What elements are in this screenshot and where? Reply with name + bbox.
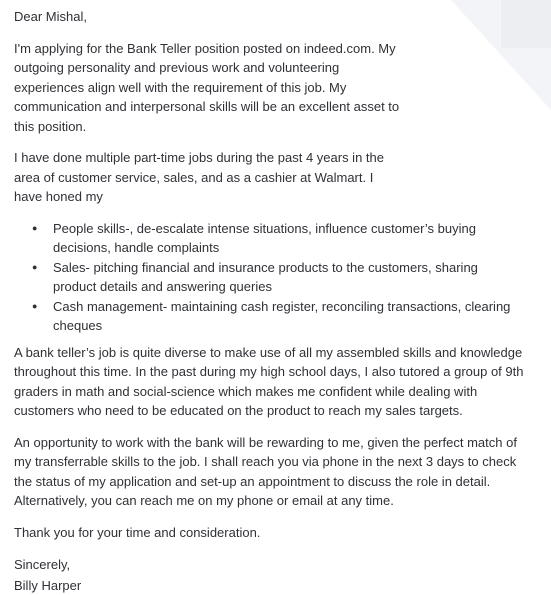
skills-list-item: ● Sales- pitching financial and insurance products to the customers, sharing product details and answering queries	[14, 258, 524, 297]
letter-greeting: Dear Mishal,	[14, 7, 524, 27]
letter-closing: Sincerely,	[14, 555, 524, 575]
letter-paragraph-thanks: Thank you for your time and consideration.	[14, 523, 524, 543]
letter-paragraph-experience: I have done multiple part-time jobs during the past 4 years in the area of customer service, sales, and as a cashier at Walmart. I have honed my	[14, 148, 384, 207]
skills-list-item: ● Cash management- maintaining cash register, reconciling transactions, clearing cheques	[14, 297, 524, 336]
letter-paragraph-follow-up: An opportunity to work with the bank will be rewarding to me, given the perfect match of my transferrable skills to the job. I shall reach you via phone in the next 3 days to check the status of my application and set-up an appointment to discuss the role in detail. Alternatively, you can reach me on my phone or email at any time.	[14, 433, 524, 511]
cover-letter	[14, 7, 524, 595]
skills-list-item: ● People skills-, de-escalate intense situations, influence customer’s buying decisions, handle complaints	[14, 219, 524, 258]
letter-paragraph-role-fit: A bank teller’s job is quite diverse to make use of all my assembled skills and knowledge throughout this time. In the past during my high school days, I also tutored a group of 9th graders in math and social-science which makes me confident while dealing with customers who need to be educated on the product to reach my sales targets.	[14, 343, 524, 421]
letter-signature: Billy Harper	[14, 576, 524, 595]
skills-list	[14, 219, 524, 336]
letter-paragraph-intro: I'm applying for the Bank Teller position posted on indeed.com. My outgoing personality and previous work and volunteering experiences align well with the requirement of this job. My communication and interpersonal skills will be an excellent asset to this position.	[14, 39, 409, 137]
